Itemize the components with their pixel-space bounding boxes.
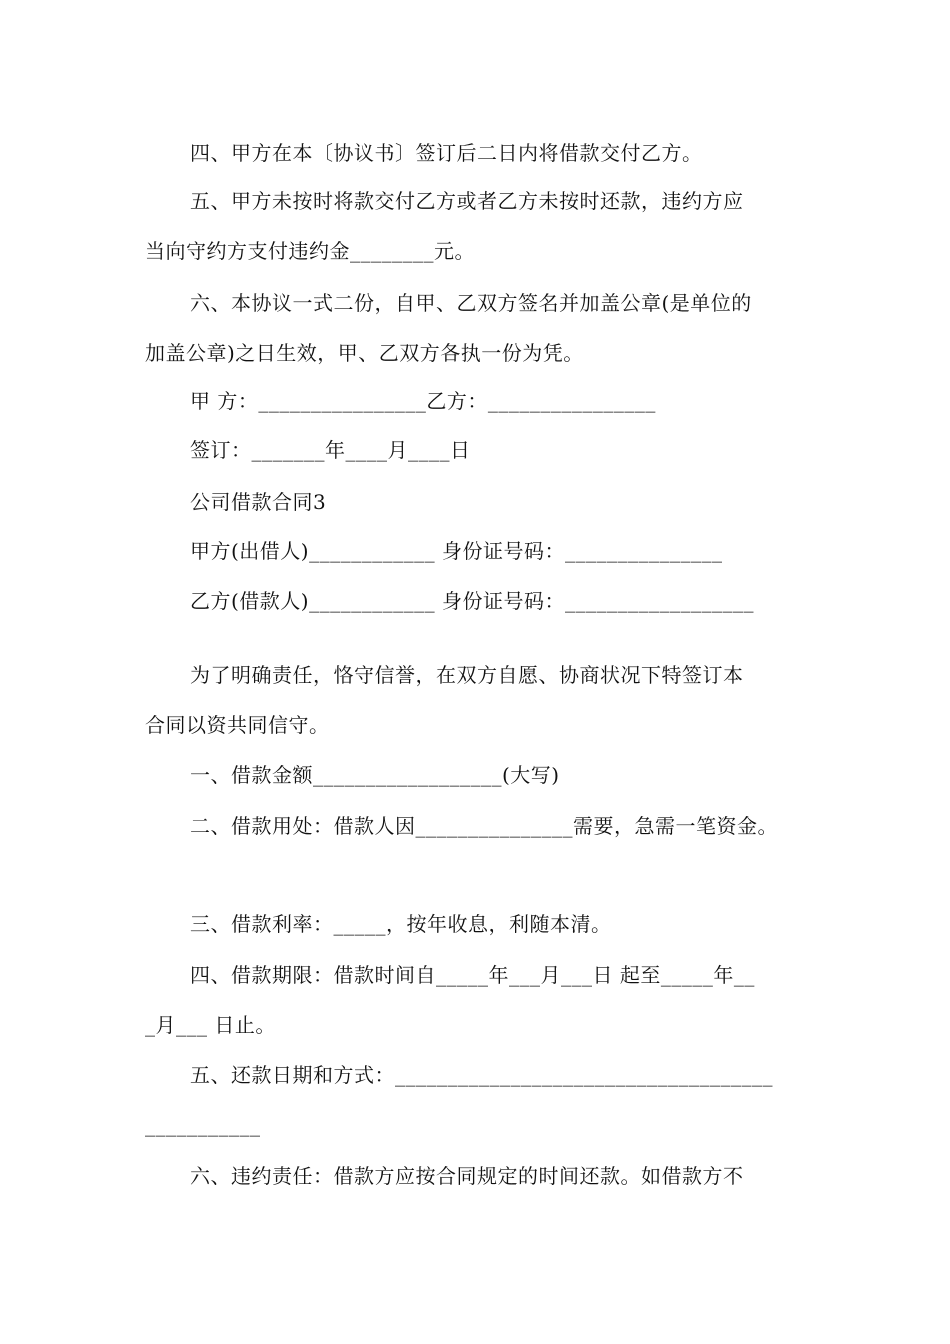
clause-5-penalty-cont: 当向守约方支付违约金________元。 <box>145 239 475 263</box>
clause-6-copies: 六、本协议一式二份，自甲、乙双方签名并加盖公章(是单位的 <box>190 291 752 315</box>
clause-4-term: 四、借款期限：借款时间自_____年___月___日 起至_____年__ <box>190 963 755 987</box>
clause-5-repayment: 五、还款日期和方式：____________________________________ <box>190 1063 773 1087</box>
contract-title: 公司借款合同3 <box>190 490 327 514</box>
clause-5-repayment-cont: ___________ <box>145 1113 261 1137</box>
clause-3-interest: 三、借款利率：_____，按年收息，利随本清。 <box>190 912 612 936</box>
clause-4-term-cont: _月___ 日止。 <box>145 1013 276 1037</box>
preamble: 为了明确责任，恪守信誉，在双方自愿、协商状况下特签订本 <box>190 663 744 687</box>
clause-4-delivery: 四、甲方在本〔协议书〕签订后二日内将借款交付乙方。 <box>190 141 703 165</box>
signing-date-line: 签订：_______年____月____日 <box>190 438 471 462</box>
preamble-cont: 合同以资共同信守。 <box>145 713 330 737</box>
clause-1-amount: 一、借款金额__________________(大写) <box>190 763 560 787</box>
party-signature-line: 甲 方：________________乙方：________________ <box>190 389 656 413</box>
clause-5-penalty: 五、甲方未按时将款交付乙方或者乙方未按时还款，违约方应 <box>190 189 744 213</box>
clause-6-liability: 六、违约责任：借款方应按合同规定的时间还款。如借款方不 <box>190 1164 744 1188</box>
clause-6-copies-cont: 加盖公章)之日生效，甲、乙双方各执一份为凭。 <box>145 341 584 365</box>
clause-2-purpose: 二、借款用处：借款人因_______________需要，急需一笔资金。 <box>190 814 778 838</box>
lender-line: 甲方(出借人)____________ 身份证号码：_______________ <box>190 539 723 563</box>
borrower-line: 乙方(借款人)____________ 身份证号码：__________________ <box>190 589 754 613</box>
